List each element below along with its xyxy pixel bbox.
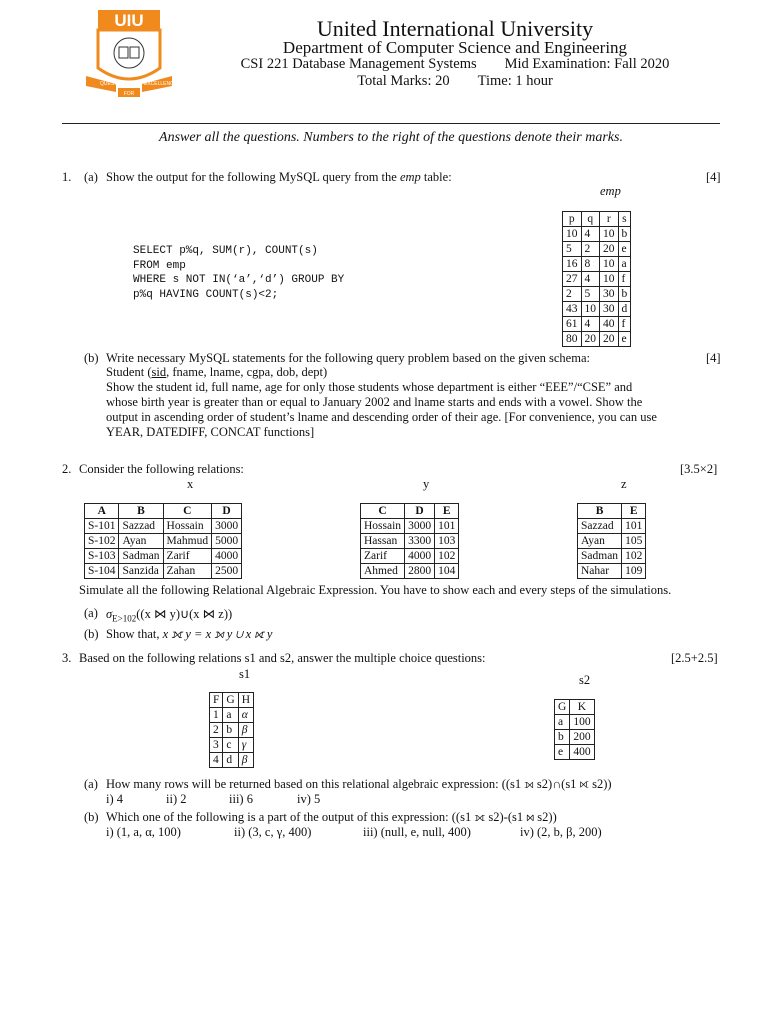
table-cell: Nahar xyxy=(578,564,622,579)
marks-line xyxy=(190,73,720,90)
table-row xyxy=(555,715,595,730)
table-cell: 102 xyxy=(435,549,459,564)
table-cell: e xyxy=(618,332,631,347)
table-cell: 30 xyxy=(600,302,619,317)
column-header: s xyxy=(618,212,631,227)
instructions: Answer all the questions. Numbers to the right of the questions denote their marks. xyxy=(159,130,623,145)
table-row xyxy=(85,519,242,534)
table-cell: Sazzad xyxy=(578,519,622,534)
query-line: SELECT p%q, SUM(r), COUNT(s) xyxy=(133,245,318,257)
q3b-label: (b) xyxy=(84,810,99,824)
column-header: E xyxy=(435,504,459,519)
table-cell: 101 xyxy=(622,519,646,534)
table-cell: 5 xyxy=(581,287,600,302)
table-cell: 2800 xyxy=(405,564,435,579)
table-cell: b xyxy=(618,227,631,242)
table-cell: a xyxy=(223,708,238,723)
table-cell: Zahan xyxy=(163,564,212,579)
q3a-option: iii) 6 xyxy=(229,792,253,806)
logo-ribbon-bottom: FOR xyxy=(123,91,135,97)
emp-caption: emp xyxy=(600,184,621,198)
q2b-label: (b) xyxy=(84,627,99,641)
table-cell: 2500 xyxy=(212,564,242,579)
table-row xyxy=(555,730,595,745)
table-cell: a xyxy=(555,715,570,730)
table-row xyxy=(555,745,595,760)
table-cell: 3 xyxy=(210,738,223,753)
sql-query xyxy=(133,244,344,302)
course-line xyxy=(190,56,720,73)
table-cell: Sadman xyxy=(119,549,163,564)
query-line: WHERE s NOT IN(‘a’,‘d’) GROUP BY xyxy=(133,274,345,286)
table-cell: e xyxy=(555,745,570,760)
table-cell: Mahmud xyxy=(163,534,212,549)
table-cell: 40 xyxy=(600,317,619,332)
table-cell: a xyxy=(618,257,631,272)
exam-name: Mid Examination: Fall 2020 xyxy=(504,56,670,72)
table-cell: 100 xyxy=(570,715,594,730)
table-cell: Sanzida xyxy=(119,564,163,579)
column-header: H xyxy=(238,693,253,708)
table-row xyxy=(361,549,459,564)
table-cell: Sadman xyxy=(578,549,622,564)
header-rule xyxy=(62,123,720,124)
table-row xyxy=(361,519,459,534)
s1-table xyxy=(209,692,254,768)
table-header-row xyxy=(555,700,595,715)
q2-number: 2. xyxy=(62,462,72,476)
table-cell: 101 xyxy=(435,519,459,534)
table-cell: 109 xyxy=(622,564,646,579)
table-cell: 20 xyxy=(600,332,619,347)
table-cell: 2 xyxy=(563,287,582,302)
student-schema: Student (sid, fname, lname, cgpa, dob, dept) xyxy=(106,365,328,379)
x-table xyxy=(84,503,242,579)
column-header: r xyxy=(600,212,619,227)
table-cell: c xyxy=(223,738,238,753)
q2-text: Consider the following relations: xyxy=(79,462,244,476)
table-cell: S-101 xyxy=(85,519,119,534)
table-cell: S-104 xyxy=(85,564,119,579)
table-cell: 10 xyxy=(563,227,582,242)
table-cell: γ xyxy=(238,738,253,753)
table-cell: 43 xyxy=(563,302,582,317)
y-table xyxy=(360,503,459,579)
table-cell: 400 xyxy=(570,745,594,760)
column-header: A xyxy=(85,504,119,519)
table-row xyxy=(578,519,646,534)
table-cell: 105 xyxy=(622,534,646,549)
table-header-row xyxy=(85,504,242,519)
logo-ribbon-right: EXCELLENCE xyxy=(144,81,178,87)
table-cell: e xyxy=(618,242,631,257)
table-row xyxy=(563,302,631,317)
table-cell: Hossain xyxy=(163,519,212,534)
emp-table xyxy=(562,211,631,347)
table-cell: 2 xyxy=(210,723,223,738)
table-cell: 5000 xyxy=(212,534,242,549)
table-cell: 8 xyxy=(581,257,600,272)
column-header: G xyxy=(555,700,570,715)
table-cell: 2 xyxy=(581,242,600,257)
s1-caption: s1 xyxy=(239,667,251,681)
simulate-text: Simulate all the following Relational Algebraic Expression. You have to show each and every steps of the simulations. xyxy=(79,583,672,597)
table-row xyxy=(563,287,631,302)
table-cell: 10 xyxy=(600,257,619,272)
table-header-row xyxy=(361,504,459,519)
course-name: CSI 221 Database Management Systems xyxy=(240,56,477,72)
q2a-expression: $\sigma_{E>102}((x$ ⋈ y)∪(x ⋈ z)) xyxy=(106,607,233,624)
table-cell: 3000 xyxy=(212,519,242,534)
table-cell: 4000 xyxy=(405,549,435,564)
table-row xyxy=(210,753,254,768)
q1a-marks: [4] xyxy=(706,170,721,184)
table-row xyxy=(85,564,242,579)
table-header-row xyxy=(210,693,254,708)
table-cell: Zarif xyxy=(361,549,405,564)
schema-primary-key: sid xyxy=(151,365,167,379)
q1b-marks: [4] xyxy=(706,351,721,365)
table-cell: Sazzad xyxy=(119,519,163,534)
q3b-option: i) (1, a, α, 100) xyxy=(106,825,181,839)
logo-text: UIU xyxy=(114,11,144,30)
table-row xyxy=(563,272,631,287)
table-cell: β xyxy=(238,753,253,768)
table-header-row xyxy=(578,504,646,519)
s2-table xyxy=(554,699,595,760)
q3b-option: iii) (null, e, null, 400) xyxy=(363,825,471,839)
q1b-text: Write necessary MySQL statements for the following query problem based on the given schema: xyxy=(106,351,590,365)
column-header: E xyxy=(622,504,646,519)
s2-caption: s2 xyxy=(579,673,591,687)
column-header: K xyxy=(570,700,594,715)
column-header: D xyxy=(405,504,435,519)
q1b-label: (b) xyxy=(84,351,99,365)
q2b-expression: Show that, x ⟗ y = x ⟕ y ∪ x ⟖ y xyxy=(106,627,273,641)
table-row xyxy=(563,332,631,347)
q1b-description xyxy=(106,380,722,440)
table-row xyxy=(361,534,459,549)
table-cell: 4 xyxy=(210,753,223,768)
table-cell: S-103 xyxy=(85,549,119,564)
table-cell: Hossain xyxy=(361,519,405,534)
total-marks: Total Marks: 20 xyxy=(357,73,450,89)
table-row xyxy=(85,549,242,564)
table-cell: 61 xyxy=(563,317,582,332)
table-cell: β xyxy=(238,723,253,738)
query-line: FROM emp xyxy=(133,259,186,272)
table-cell: d xyxy=(618,302,631,317)
table-cell: Hassan xyxy=(361,534,405,549)
q2a-label: (a) xyxy=(84,606,98,620)
q2-marks: [3.5×2] xyxy=(680,462,718,476)
q3a-option: ii) 2 xyxy=(166,792,187,806)
department-name: Department of Computer Science and Engineering xyxy=(282,38,628,57)
table-row xyxy=(210,723,254,738)
table-row xyxy=(563,227,631,242)
q3-marks: [2.5+2.5] xyxy=(671,651,718,665)
column-header: q xyxy=(581,212,600,227)
x-caption: x xyxy=(187,477,194,491)
description-line: Show the student id, full name, age for only those students whose department is either “EEE”/“CSE” and xyxy=(106,380,633,394)
q3a-option: iv) 5 xyxy=(297,792,321,806)
q3b-option: ii) (3, c, γ, 400) xyxy=(234,825,312,839)
q1a-label: (a) xyxy=(84,170,98,184)
table-cell: 3300 xyxy=(405,534,435,549)
q3b-text: Which one of the following is a part of the output of this expression: ((s1 ⟗ s2)-(s1 ⋈ s2)) xyxy=(106,810,557,824)
z-table xyxy=(577,503,646,579)
query-line: p%q HAVING COUNT(s)<2; xyxy=(133,288,279,301)
column-header: B xyxy=(578,504,622,519)
table-row xyxy=(210,738,254,753)
table-cell: α xyxy=(238,708,253,723)
table-cell: 5 xyxy=(563,242,582,257)
table-cell: Ahmed xyxy=(361,564,405,579)
column-header: C xyxy=(163,504,212,519)
column-header: D xyxy=(212,504,242,519)
q3a-label: (a) xyxy=(84,777,98,791)
column-header: G xyxy=(223,693,238,708)
table-row xyxy=(563,242,631,257)
q3a-text: How many rows will be returned based on this relational algebraic expression: ((s1 ⟕ s2)∩(s1 ⟖ s2)) xyxy=(106,777,612,791)
description-line: whose birth year is greater than or equal to January 2002 and lname starts and ends with a vowel. Show the xyxy=(106,395,643,409)
table-cell: 10 xyxy=(600,272,619,287)
table-cell: b xyxy=(555,730,570,745)
q3b-option: iv) (2, b, β, 200) xyxy=(520,825,602,839)
university-name: United International University xyxy=(316,16,594,41)
description-line: YEAR, DATEDIFF, CONCAT functions] xyxy=(106,425,315,439)
table-row xyxy=(563,257,631,272)
table-row xyxy=(85,534,242,549)
table-cell: 4 xyxy=(581,272,600,287)
table-row xyxy=(210,708,254,723)
table-cell: 3000 xyxy=(405,519,435,534)
table-cell: Ayan xyxy=(578,534,622,549)
logo-ribbon-left: QUEST xyxy=(100,81,118,87)
table-cell: 10 xyxy=(600,227,619,242)
table-cell: 80 xyxy=(563,332,582,347)
table-cell: 30 xyxy=(600,287,619,302)
table-cell: 4000 xyxy=(212,549,242,564)
table-cell: 103 xyxy=(435,534,459,549)
z-caption: z xyxy=(621,477,627,491)
table-cell: Ayan xyxy=(119,534,163,549)
column-header: p xyxy=(563,212,582,227)
table-cell: d xyxy=(223,753,238,768)
table-cell: 4 xyxy=(581,317,600,332)
q1a-text: Show the output for the following MySQL query from the emp table: xyxy=(106,170,452,184)
table-cell: 102 xyxy=(622,549,646,564)
table-cell: 16 xyxy=(563,257,582,272)
table-row xyxy=(361,564,459,579)
university-logo xyxy=(86,8,178,100)
table-cell: b xyxy=(618,287,631,302)
column-header: B xyxy=(119,504,163,519)
q3-text: Based on the following relations s1 and s2, answer the multiple choice questions: xyxy=(79,651,486,665)
table-cell: 20 xyxy=(600,242,619,257)
column-header: C xyxy=(361,504,405,519)
table-cell: S-102 xyxy=(85,534,119,549)
table-cell: Zarif xyxy=(163,549,212,564)
table-cell: 27 xyxy=(563,272,582,287)
description-line: output in ascending order of student’s lname and descending order of their age. [For convenience, you can use xyxy=(106,410,657,424)
column-header: F xyxy=(210,693,223,708)
exam-time: Time: 1 hour xyxy=(477,73,553,89)
table-cell: 4 xyxy=(581,227,600,242)
table-cell: 200 xyxy=(570,730,594,745)
table-header-row xyxy=(563,212,631,227)
q1-number: 1. xyxy=(62,170,72,184)
q3a-option: i) 4 xyxy=(106,792,124,806)
table-row xyxy=(563,317,631,332)
table-row xyxy=(578,534,646,549)
table-cell: 10 xyxy=(581,302,600,317)
table-cell: f xyxy=(618,272,631,287)
table-cell: f xyxy=(618,317,631,332)
table-row xyxy=(578,564,646,579)
table-row xyxy=(578,549,646,564)
table-cell: 104 xyxy=(435,564,459,579)
table-cell: 20 xyxy=(581,332,600,347)
q3-number: 3. xyxy=(62,651,72,665)
table-cell: b xyxy=(223,723,238,738)
table-cell: 1 xyxy=(210,708,223,723)
y-caption: y xyxy=(423,477,430,491)
